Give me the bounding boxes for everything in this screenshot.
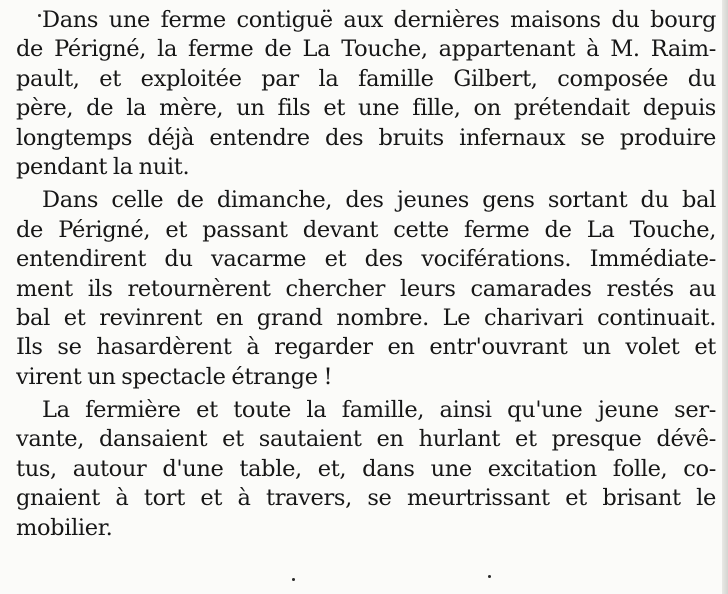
text-line: longtemps déjà entendre des bruits infernaux se produire <box>16 124 716 151</box>
text-line: de Périgné, et passant devant cette ferme de La Touche, <box>16 216 716 243</box>
paragraph-2 <box>16 186 716 392</box>
text-line: vante, dansaient et sautaient en hurlant et presque dévê- <box>16 426 716 453</box>
text-line: père, de la mère, un fils et une fille, on prétendait depuis <box>16 95 716 122</box>
text-line: gnaient à tort et à travers, se meurtrissant et brisant le <box>16 485 716 512</box>
paragraph-3 <box>16 396 716 543</box>
text-line: pendant la nuit. <box>16 153 190 180</box>
text-line: tus, autour d'une table, et, dans une excitation folle, co- <box>16 455 716 482</box>
paragraph-1 <box>16 6 716 182</box>
scan-speck <box>38 14 41 17</box>
text-line: virent un spectacle étrange ! <box>16 363 333 390</box>
text-line: entendirent du vacarme et des vociférations. Immédiate- <box>16 246 716 273</box>
text-line: La fermière et toute la famille, ainsi qu'une jeune ser- <box>42 397 716 424</box>
text-line: Dans celle de dimanche, des jeunes gens sortant du bal <box>42 187 716 214</box>
text-line: bal et revinrent en grand nombre. Le charivari continuait. <box>16 304 716 331</box>
text-line: Ils se hasardèrent à regarder en entr'ouvrant un volet et <box>16 334 716 361</box>
scan-speck <box>292 578 295 581</box>
page-edge-shadow <box>722 0 728 594</box>
text-line: pault, et exploitée par la famille Gilbert, composée du <box>16 65 716 92</box>
scan-speck <box>488 575 491 578</box>
text-line: de Périgné, la ferme de La Touche, appartenant à M. Raim- <box>16 36 716 63</box>
text-column <box>16 6 716 547</box>
text-line: ment ils retournèrent chercher leurs camarades restés au <box>16 275 716 302</box>
text-line: mobilier. <box>16 514 113 541</box>
text-line: Dans une ferme contiguë aux dernières maisons du bourg <box>42 7 716 33</box>
